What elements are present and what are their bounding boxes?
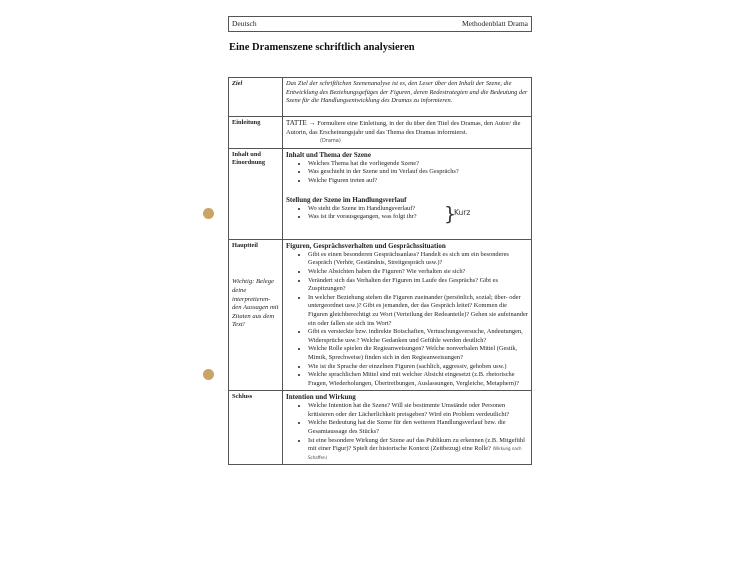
- row-ziel: [229, 78, 532, 117]
- list-item: • Welches Thema hat die vorliegende Szene?: [308, 160, 528, 169]
- inhalt-label-cell: [229, 148, 283, 239]
- schluss-label: Schluss: [232, 393, 253, 401]
- inhalt-list-1: [286, 160, 528, 186]
- einleitung-handwritten: (Drama): [320, 138, 341, 145]
- ziel-label-cell: [229, 78, 283, 117]
- list-item: • Welche Bedeutung hat die Szene für den weiteren Handlungsverlauf bzw. die Gesamtaussage des Stücks?: [308, 419, 528, 436]
- hauptteil-list: [286, 251, 528, 389]
- list-item: • Was ist ihr vorausgegangen, was folgt ihr?: [308, 213, 528, 222]
- ziel-label: Ziel: [232, 80, 243, 87]
- method-table: [228, 77, 532, 465]
- schluss-heading: Intention und Wirkung: [286, 393, 356, 402]
- curly-brace-icon: }: [444, 202, 457, 225]
- schluss-list: [286, 402, 528, 462]
- hauptteil-note: Wichtig: Belege deine interpretieren-den Aussagen mit Zitaten aus dem Text!: [232, 278, 279, 329]
- inhalt-list-2: [286, 202, 528, 225]
- einleitung-prefix: TATTE →: [286, 119, 316, 127]
- inhalt-cell: [283, 148, 532, 239]
- schluss-label-cell: [229, 391, 283, 465]
- list-item: • Gibt es versteckte bzw. indirekte Botschaften, Vertuschungsversuche, Andeutungen, Widersprüche usw.? Welche Gedanken und Gefühle werden deutlich?: [308, 328, 528, 345]
- list-item: • In welcher Beziehung stehen die Figuren zueinander (persönlich, sozial; über- oder untergeordnet usw.)? Gibt es jemanden, der das Gespräch leitet? Kommen die Figuren gleichberechtigt zu Wort (Verteilung der Redeanteile)? Gehen sie aufeinander ein oder fallen sie sich ins Wort?: [308, 294, 528, 328]
- list-item: • Welche Absichten haben die Figuren? Wie verhalten sie sich?: [308, 268, 528, 277]
- ziel-text: Das Ziel der schriftlichen Szenenanalyse ist es, den Leser über den Inhalt der Szene, die Entwicklung des Beziehungsgefüges der Figuren, deren Redestrategien und die Bedeutung der Szene für die Handlungsentwicklung des Dramas zu informieren.: [283, 78, 532, 117]
- list-item: • Welche Intention hat die Szene? Will sie bestimmte Umstände oder Personen kritisieren oder der Lächerlichkeit preisgeben? Wird ein Problem verdeutlicht?: [308, 402, 528, 419]
- inhalt-heading-2: Stellung der Szene im Handlungsverlauf: [286, 195, 407, 204]
- schluss-cell: [283, 391, 532, 465]
- hauptteil-label: Hauptteil: [232, 241, 258, 249]
- list-item: • Wie ist die Sprache der einzelnen Figuren (sachlich, aggressiv, gehoben usw.): [308, 363, 528, 372]
- inhalt-handwritten-note: Kurz: [454, 207, 471, 217]
- list-item: • Wo steht die Szene im Handlungsverlauf?: [308, 205, 528, 214]
- einleitung-cell: [283, 117, 532, 149]
- document-header: [228, 16, 532, 32]
- hauptteil-cell: [283, 239, 532, 391]
- inhalt-heading-1: Inhalt und Thema der Szene: [286, 150, 371, 159]
- schluss-item-text: Ist eine besondere Wirkung der Szene auf das Publikum zu erkennen (z.B. Mitgefühl mit einer Figur)? Spielt der historische Kontext (Zeitbezug) eine Rolle?: [308, 436, 525, 453]
- row-hauptteil: [229, 239, 532, 391]
- inhalt-label-line1: Inhalt und: [232, 150, 261, 158]
- punch-hole-top: [203, 208, 214, 219]
- inhalt-list-2-wrap: [286, 202, 528, 225]
- hauptteil-label-cell: [229, 239, 283, 391]
- list-item: [308, 437, 528, 463]
- list-item: • Welche Figuren treten auf?: [308, 177, 528, 186]
- row-inhalt: [229, 148, 532, 239]
- einleitung-text: Formuliere eine Einleitung, in der du über den Titel des Dramas, den Autor/ die Autorin, das Erscheinungsjahr und das Thema des Dramas informierst.: [286, 120, 521, 136]
- einleitung-label-cell: [229, 117, 283, 149]
- list-item: • Gibt es einen besonderen Gesprächsanlass? Handelt es sich um ein besonderes Gespräch (Verhör, Geständnis, Streitgespräch usw.)?: [308, 251, 528, 268]
- list-item: • Welche Rolle spielen die Regieanweisungen? Welche nonverbalen Mittel (Gestik, Mimik, Sprechweise) finden sich in den Regieanweisungen?: [308, 345, 528, 362]
- row-einleitung: [229, 117, 532, 149]
- subject-label: Deutsch: [232, 19, 257, 28]
- row-schluss: [229, 391, 532, 465]
- inhalt-label-line2: Einordnung: [232, 159, 266, 167]
- sheet-type-label: Methodenblatt Drama: [461, 19, 528, 28]
- list-item: • Welche sprachlichen Mittel sind mit welcher Absicht eingesetzt (z.B. rhetorische Fragen, Wiederholungen, Übertreibungen, Auslassungen, Vergleiche, Metaphern)?: [308, 371, 528, 388]
- einleitung-label: Einleitung: [232, 119, 261, 126]
- schluss-handwritten: (Wirkung nach Schaffen): [308, 446, 522, 460]
- punch-hole-bottom: [203, 369, 214, 380]
- list-item: • Verändert sich das Verhalten der Figuren im Laufe des Gesprächs? Gibt es Zuspitzungen?: [308, 277, 528, 294]
- page-title: Eine Dramenszene schriftlich analysieren: [229, 42, 415, 53]
- hauptteil-heading: Figuren, Gesprächsverhalten und Gesprächssituation: [286, 241, 446, 250]
- list-item: • Was geschieht in der Szene und im Verlauf des Gesprächs?: [308, 168, 528, 177]
